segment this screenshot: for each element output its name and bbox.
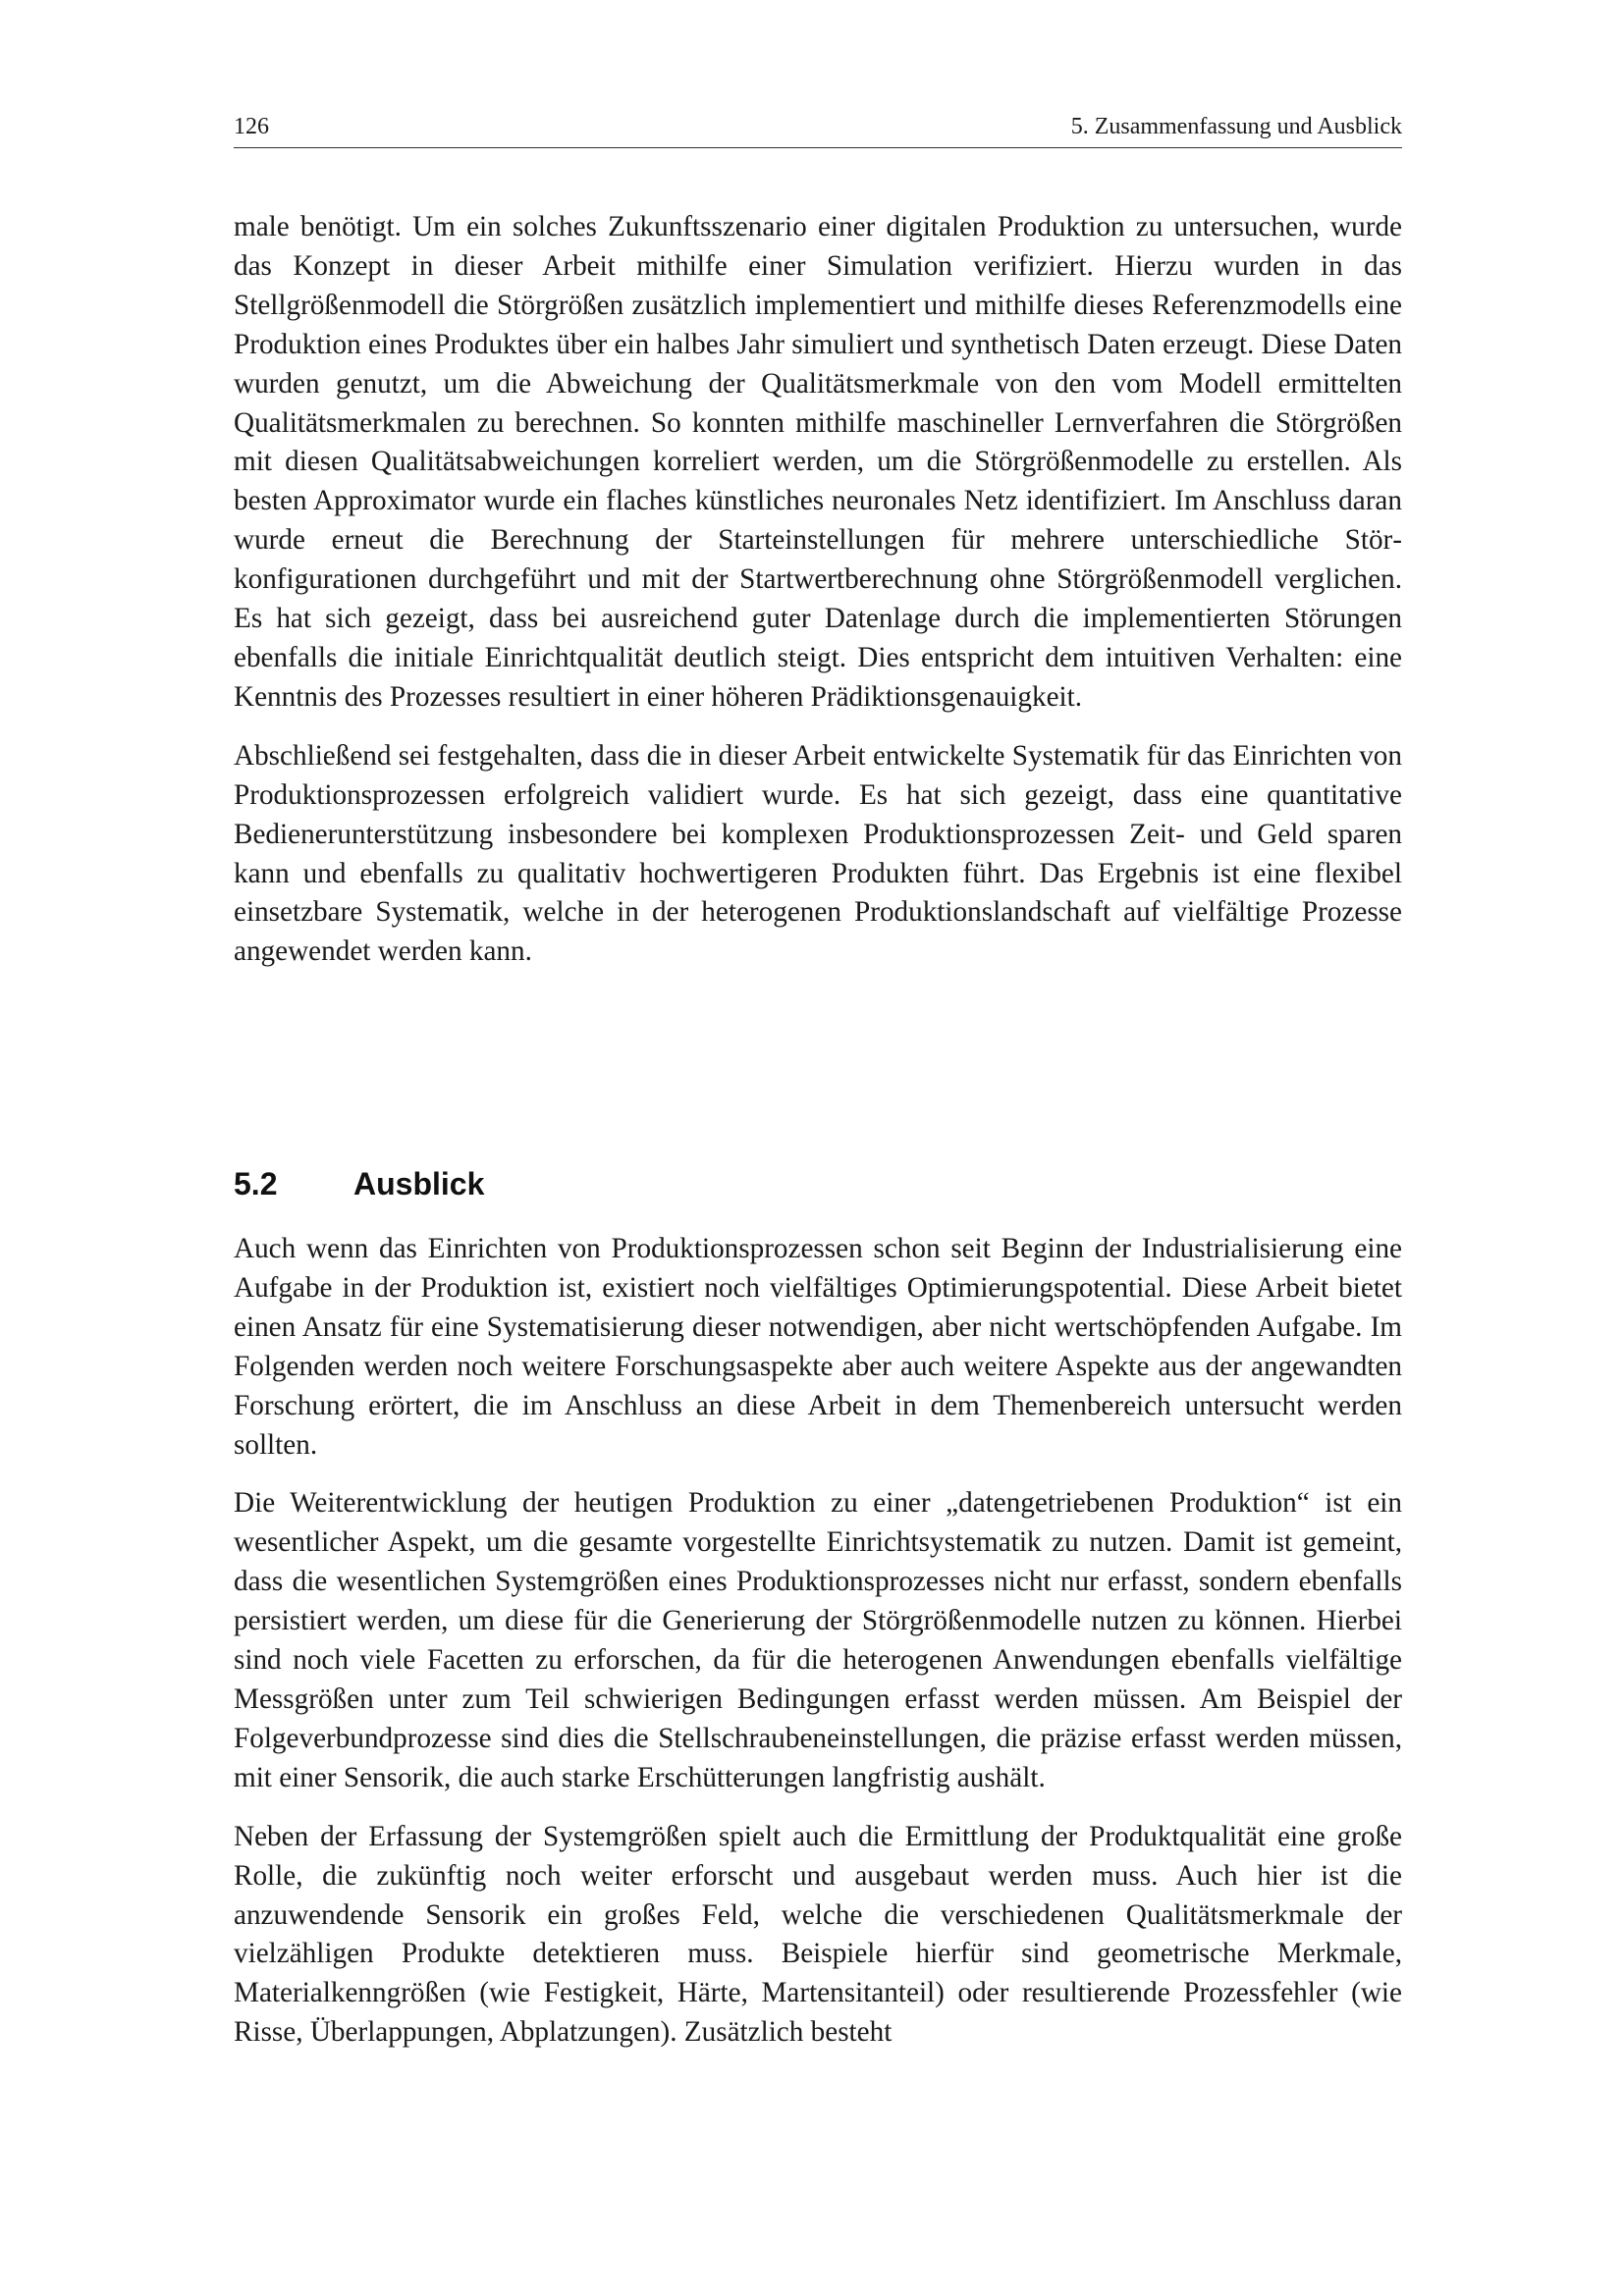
section-heading: [234, 1164, 484, 1203]
section-title: Ausblick: [353, 1165, 485, 1201]
paragraph: male benötigt. Um ein solches Zukunftsszenario einer digitalen Produktion zu untersuchen, wurde das Konzept in dieser Arbeit mithilfe einer Simulation verifiziert. Hierzu wurden in das Stellgrößenmodell die Störgrößen zusätzlich implementiert und mithilfe dieses Referenzmodells eine Produktion eines Produktes über ein halbes Jahr simuliert und synthetisch Daten erzeugt. Diese Daten wurden genutzt, um die Abweichung der Qualitätsmerkmale von den vom Modell ermittelten Qualitätsmerkmalen zu berechnen. So konnten mithilfe maschineller Lernverfahren die Störgrößen mit diesen Qualitätsabweichungen korreliert werden, um die Störgrößenmodelle zu erstellen. Als besten Approximator wurde ein flaches künstliches neuronales Netz identifiziert. Im Anschluss daran wurde erneut die Berechnung der Starteinstellungen für mehrere unterschiedliche Störkonfigurationen durchgeführt und mit der Startwertberechnung ohne Störgrößenmodell verglichen. Es hat sich gezeigt, dass bei ausreichend guter Datenlage durch die implementierten Störungen ebenfalls die initiale Einrichtqualität deutlich steigt. Dies entspricht dem intuitiven Verhalten: eine Kenntnis des Prozesses resultiert in einer höheren Prädiktionsgenauigkeit.: [234, 211, 1402, 713]
paragraph: Abschließend sei festgehalten, dass die in dieser Arbeit entwickelte Systematik für das Einrichten von Produktionsprozessen erfolgreich validiert wurde. Es hat sich gezeigt, dass eine quantitative Bedienerunterstützung insbesondere bei komplexen Produktionsprozessen Zeit- und Geld sparen kann und ebenfalls zu qualitativ hochwertigeren Produkten führt. Das Ergebnis ist eine flexibel einsetzbare Systematik, welche in der heterogenen Produktionslandschaft auf vielfältige Prozesse angewendet werden kann.: [234, 739, 1402, 968]
body-text-bottom: [234, 1230, 1402, 2053]
page-number: 126: [234, 114, 269, 139]
body-text-top: [234, 208, 1402, 972]
section-number: 5.2: [234, 1165, 278, 1201]
paragraph: Neben der Erfassung der Systemgrößen spielt auch die Ermittlung der Produktqualität eine große Rolle, die zukünftig noch weiter erforscht und ausgebaut werden muss. Auch hier ist die anzuwendende Sensorik ein großes Feld, welche die verschiedenen Qualitätsmerkmale der vielzähligen Produkte detektieren muss. Beispiele hierfür sind geometrische Merkmale, Materialkenngrößen (wie Festigkeit, Härte, Martensitanteil) oder resultierende Prozessfehler (wie Risse, Überlappungen, Abplatzungen). Zusätzlich besteht: [234, 1820, 1402, 2049]
paragraph: Auch wenn das Einrichten von Produktionsprozessen schon seit Beginn der Industrialisierung eine Aufgabe in der Produktion ist, existiert noch vielfältiges Optimierungspotential. Diese Arbeit bietet einen Ansatz für eine Systematisierung dieser notwendigen, aber nicht wertschöpfenden Aufgabe. Im Folgenden werden noch weitere Forschungsaspekte aber auch weitere Aspekte aus der angewandten Forschung erörtert, die im Anschluss an diese Arbeit in dem Themenbereich untersucht werden sollten.: [234, 1233, 1402, 1461]
running-chapter-title: 5. Zusammenfassung und Ausblick: [1070, 114, 1402, 139]
paragraph: Die Weiterentwicklung der heutigen Produktion zu einer „datengetriebenen Produktion“ ist ein wesentlicher Aspekt, um die gesamte vorgestellte Einrichtsystematik zu nutzen. Damit ist gemeint, dass die wesentlichen Systemgrößen eines Produktionsprozesses nicht nur erfasst, sondern ebenfalls persistiert werden, um diese für die Generierung der Störgrößenmodelle nutzen zu können. Hierbei sind noch viele Facetten zu erforschen, da für die heterogenen Anwendungen ebenfalls vielfältige Messgrößen unter zum Teil schwierigen Bedingungen erfasst werden müssen. Am Beispiel der Folgeverbundprozesse sind dies die Stellschraubeneinstellungen, die präzise erfasst werden müssen, mit einer Sensorik, die auch starke Erschütterungen langfristig aushält.: [234, 1487, 1402, 1793]
running-header: [234, 112, 1402, 148]
